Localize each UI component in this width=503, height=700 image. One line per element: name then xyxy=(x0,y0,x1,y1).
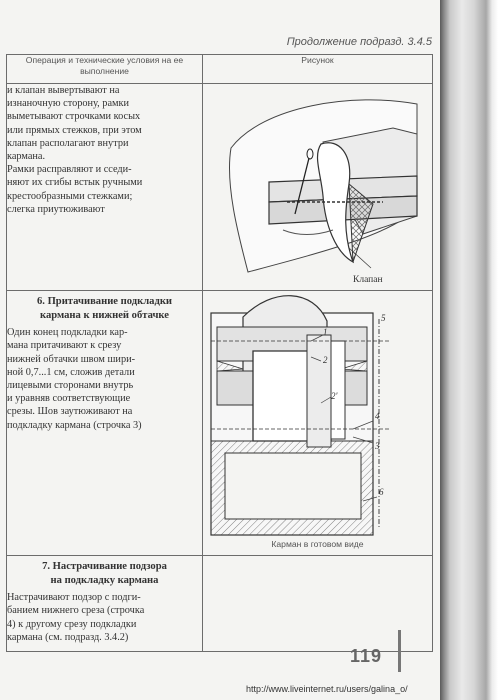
text-line: мана притачивают к срезу xyxy=(7,340,122,352)
text-line: кармана (см. подразд. 3.4.2) xyxy=(7,631,129,643)
figure-number: 4 xyxy=(375,411,380,421)
text-line: или прямых стежков, при этом xyxy=(7,124,142,136)
welt-flap-illustration xyxy=(203,84,433,290)
text-line: и клапан вывертывают на xyxy=(7,85,120,96)
text-line: нижней обтачки швом шири- xyxy=(7,353,136,365)
figure-number: 2 xyxy=(323,355,328,365)
operation-cell xyxy=(7,556,203,652)
title-line: на подкладку кармана xyxy=(50,574,159,586)
watermark: http://www.liveinternet.ru/users/galina_o/ xyxy=(246,684,408,694)
figure-number: 2' xyxy=(331,391,338,401)
text-line: срезы. Шов заутюживают на xyxy=(7,406,133,418)
title-line: 6. Притачивание подкладки xyxy=(36,296,173,307)
text-line: выметывают строчками косых xyxy=(7,111,141,123)
text-line: лицевыми сторонами внутрь xyxy=(7,380,134,391)
figure-number: 5 xyxy=(381,313,386,323)
text-line: ной 0,7...1 см, сложив детали xyxy=(7,366,135,378)
text-line: клапан располагают внутри xyxy=(7,137,129,149)
page-number-bar xyxy=(398,630,401,672)
title-line: 7. Настрачивание подзора xyxy=(42,561,167,572)
operation-cell xyxy=(7,291,203,556)
continuation-header: Продолжение подразд. 3.4.5 xyxy=(286,36,432,48)
text-line: Один конец подкладки кар- xyxy=(7,327,128,339)
flap-label: Клапан xyxy=(353,275,383,285)
text-line: няют их сгибы встык ручными xyxy=(7,177,143,189)
text-line: 4) к другому срезу подкладки xyxy=(7,618,137,630)
text-line: Рамки расправляют и сседи- xyxy=(7,164,132,176)
table-row xyxy=(7,556,433,652)
figure-number: 1 xyxy=(323,327,328,337)
text-line: банием нижнего среза (строчка xyxy=(7,605,145,617)
operation-title xyxy=(7,560,202,587)
text-line: слегка приутюживают xyxy=(7,203,105,215)
figure-number: 6 xyxy=(379,487,384,497)
text-line: и уравняв соответствующие xyxy=(7,393,131,405)
table-row xyxy=(7,291,433,556)
figure-cell xyxy=(203,84,433,291)
page-number: 119 xyxy=(350,646,383,666)
figure-caption: Карман в готовом виде xyxy=(271,539,364,549)
operation-cell xyxy=(7,84,203,291)
title-line: кармана к нижней обтачке xyxy=(40,309,169,321)
text-line: Настрачивают подзор с подги- xyxy=(7,592,141,604)
text-line: кармана. xyxy=(7,151,46,163)
figure-number: 3 xyxy=(375,441,380,451)
text-line: изнаночную сторону, рамки xyxy=(7,98,130,110)
operation-title xyxy=(7,295,202,322)
book-spine-edge xyxy=(440,0,503,700)
text-line: крестообразными стежками; xyxy=(7,190,133,202)
operation-column-header: Операция и технические условия на ее выполнение xyxy=(7,55,203,84)
figure-column-header: Рисунок xyxy=(203,55,433,84)
table-header-row xyxy=(7,55,433,84)
figure-cell xyxy=(203,291,433,556)
pocket-lining-illustration xyxy=(203,291,433,555)
operations-table xyxy=(6,54,433,652)
table-row xyxy=(7,84,433,291)
text-line: подкладку кармана (строчка 3) xyxy=(7,419,142,431)
